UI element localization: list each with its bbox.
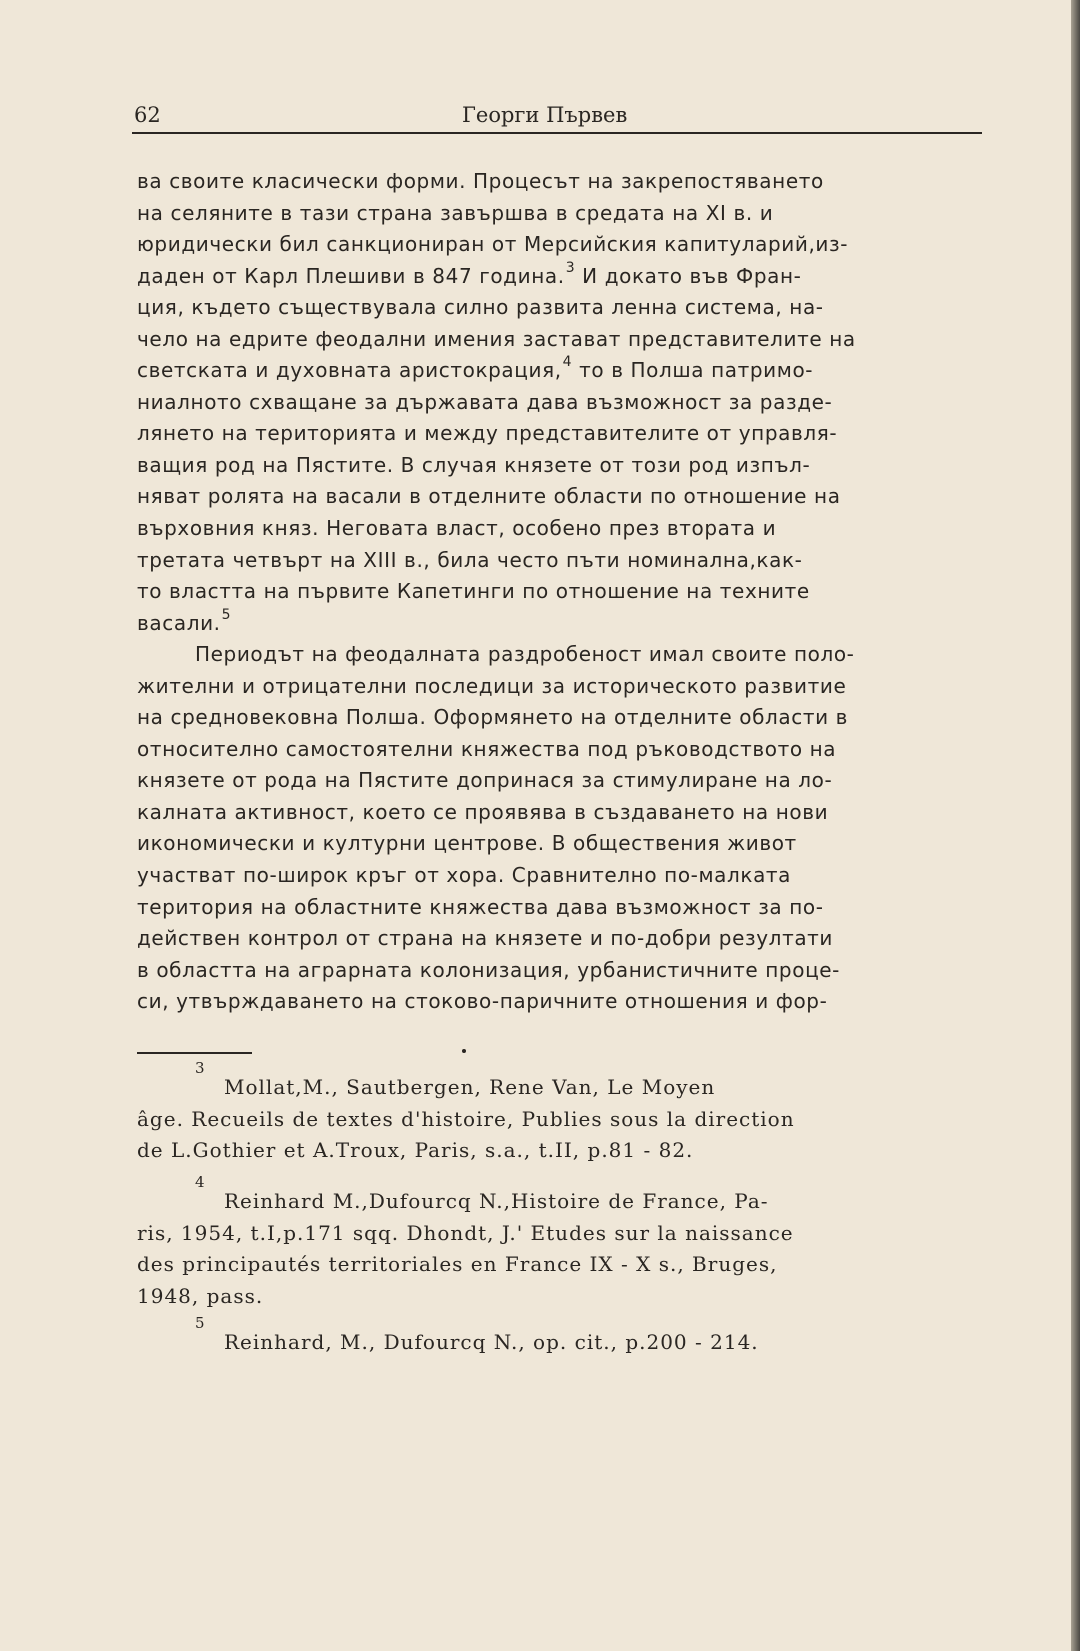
text-line: действен контрол от страна на князете и по-добри резултати [137,926,834,951]
text-line: калната активност, което се проявява в създаването на нови [137,799,829,824]
text-line: няват ролята на васали в отделните области по отношение на [137,484,841,509]
text-line: князете от рода на Пястите допринася за стимулиране на ло- [137,768,833,793]
footnote-ref: 5 [221,606,232,623]
text-line: територия на областните княжества дава възможност за по- [137,894,824,919]
text-line: чело на едрите феодални имения застават представителите на [137,326,856,351]
page-header [132,102,982,134]
text-line: ващия род на Пястите. В случая князете от този род изпъл- [137,452,811,477]
footnote-line: Reinhard, M., Dufourcq N., op. cit., p.200 - 214. [224,1330,759,1354]
footnote-line: âge. Recueils de textes d'histoire, Publies sous la direction [137,1106,795,1131]
text-segment: светската и духовната аристокрация, [137,358,562,383]
footnotes [137,1059,1007,1354]
text-segment: то в Полша патримо- [572,358,814,383]
footnote-number: 4 [195,1173,206,1191]
footnote-number: 5 [195,1314,206,1332]
text-line: то властта на първите Капетинги по отношение на техните [137,579,810,604]
footnote-number: 3 [195,1059,206,1077]
text-line: относително самостоятелни княжества под ръководството на [137,736,837,761]
text-line: върховния княз. Неговата власт, особено през втората и [137,516,777,541]
text-line [137,608,997,640]
text-line: участват по-широк кръг от хора. Сравнително по-малката [137,863,792,888]
footnote-separator [137,1052,252,1054]
text-line: си, утвърждаването на стоково-паричните отношения и фор- [137,989,828,1014]
text-line: на селяните в тази страна завършва в средата на XI в. и [137,200,774,225]
footnote-ref: 4 [562,354,573,371]
text-line: ция, където съществувала силно развита ленна система, на- [137,295,824,320]
text-segment: даден от Карл Плешиви в 847 година. [137,263,565,288]
text-segment: И докато във Фран- [575,263,802,288]
body-text [137,166,997,1018]
text-line: ниалното схващане за държавата дава възможност за разде- [137,389,833,414]
footnote-line: 1948, pass. [137,1283,264,1308]
page-edge [1071,0,1080,1651]
footnote-ref: 3 [565,259,576,276]
text-line: лянето на територията и между представителите от управля- [137,421,838,446]
page-number: 62 [134,103,161,127]
text-line: третата четвърт на XIII в., била често пъти номинална,как- [137,547,803,572]
text-line: Периодът на феодалната раздробеност имал своите поло- [195,642,855,667]
footnote-line: ris, 1954, t.I,p.171 sqq. Dhondt, J.' Etudes sur la naissance [137,1220,794,1245]
text-line: икономически и културни центрове. В обществения живот [137,831,797,856]
text-line: юридически бил санкциониран от Мерсийския капитуларий,из- [137,232,849,257]
footnote-line: des principautés territoriales en France IX - X s., Bruges, [137,1252,778,1276]
text-line [137,261,997,293]
footnote-3 [137,1059,1007,1167]
text-line [137,355,997,387]
text-segment: васали. [137,610,221,635]
print-speck [462,1049,466,1053]
footnote-5 [137,1314,759,1359]
footnote-line: Mollat,M., Sautbergen, Rene Van, Le Moyen [224,1075,716,1099]
text-line: в областта на аграрната колонизация, урбанистичните проце- [137,957,841,982]
running-title: Георги Първев [462,103,628,127]
text-line: ва своите класически форми. Процесът на закрепостяването [137,169,824,193]
footnote-line: Reinhard M.,Dufourcq N.,Histoire de France, Pa- [224,1189,769,1213]
footnote-line: de L.Gothier et A.Troux, Paris, s.a., t.II, p.81 - 82. [137,1138,694,1162]
text-line: на средновековна Полша. Оформянето на отделните области в [137,705,849,730]
text-line: жителни и отрицателни последици за историческото развитие [137,673,847,698]
footnote-4 [137,1173,794,1312]
